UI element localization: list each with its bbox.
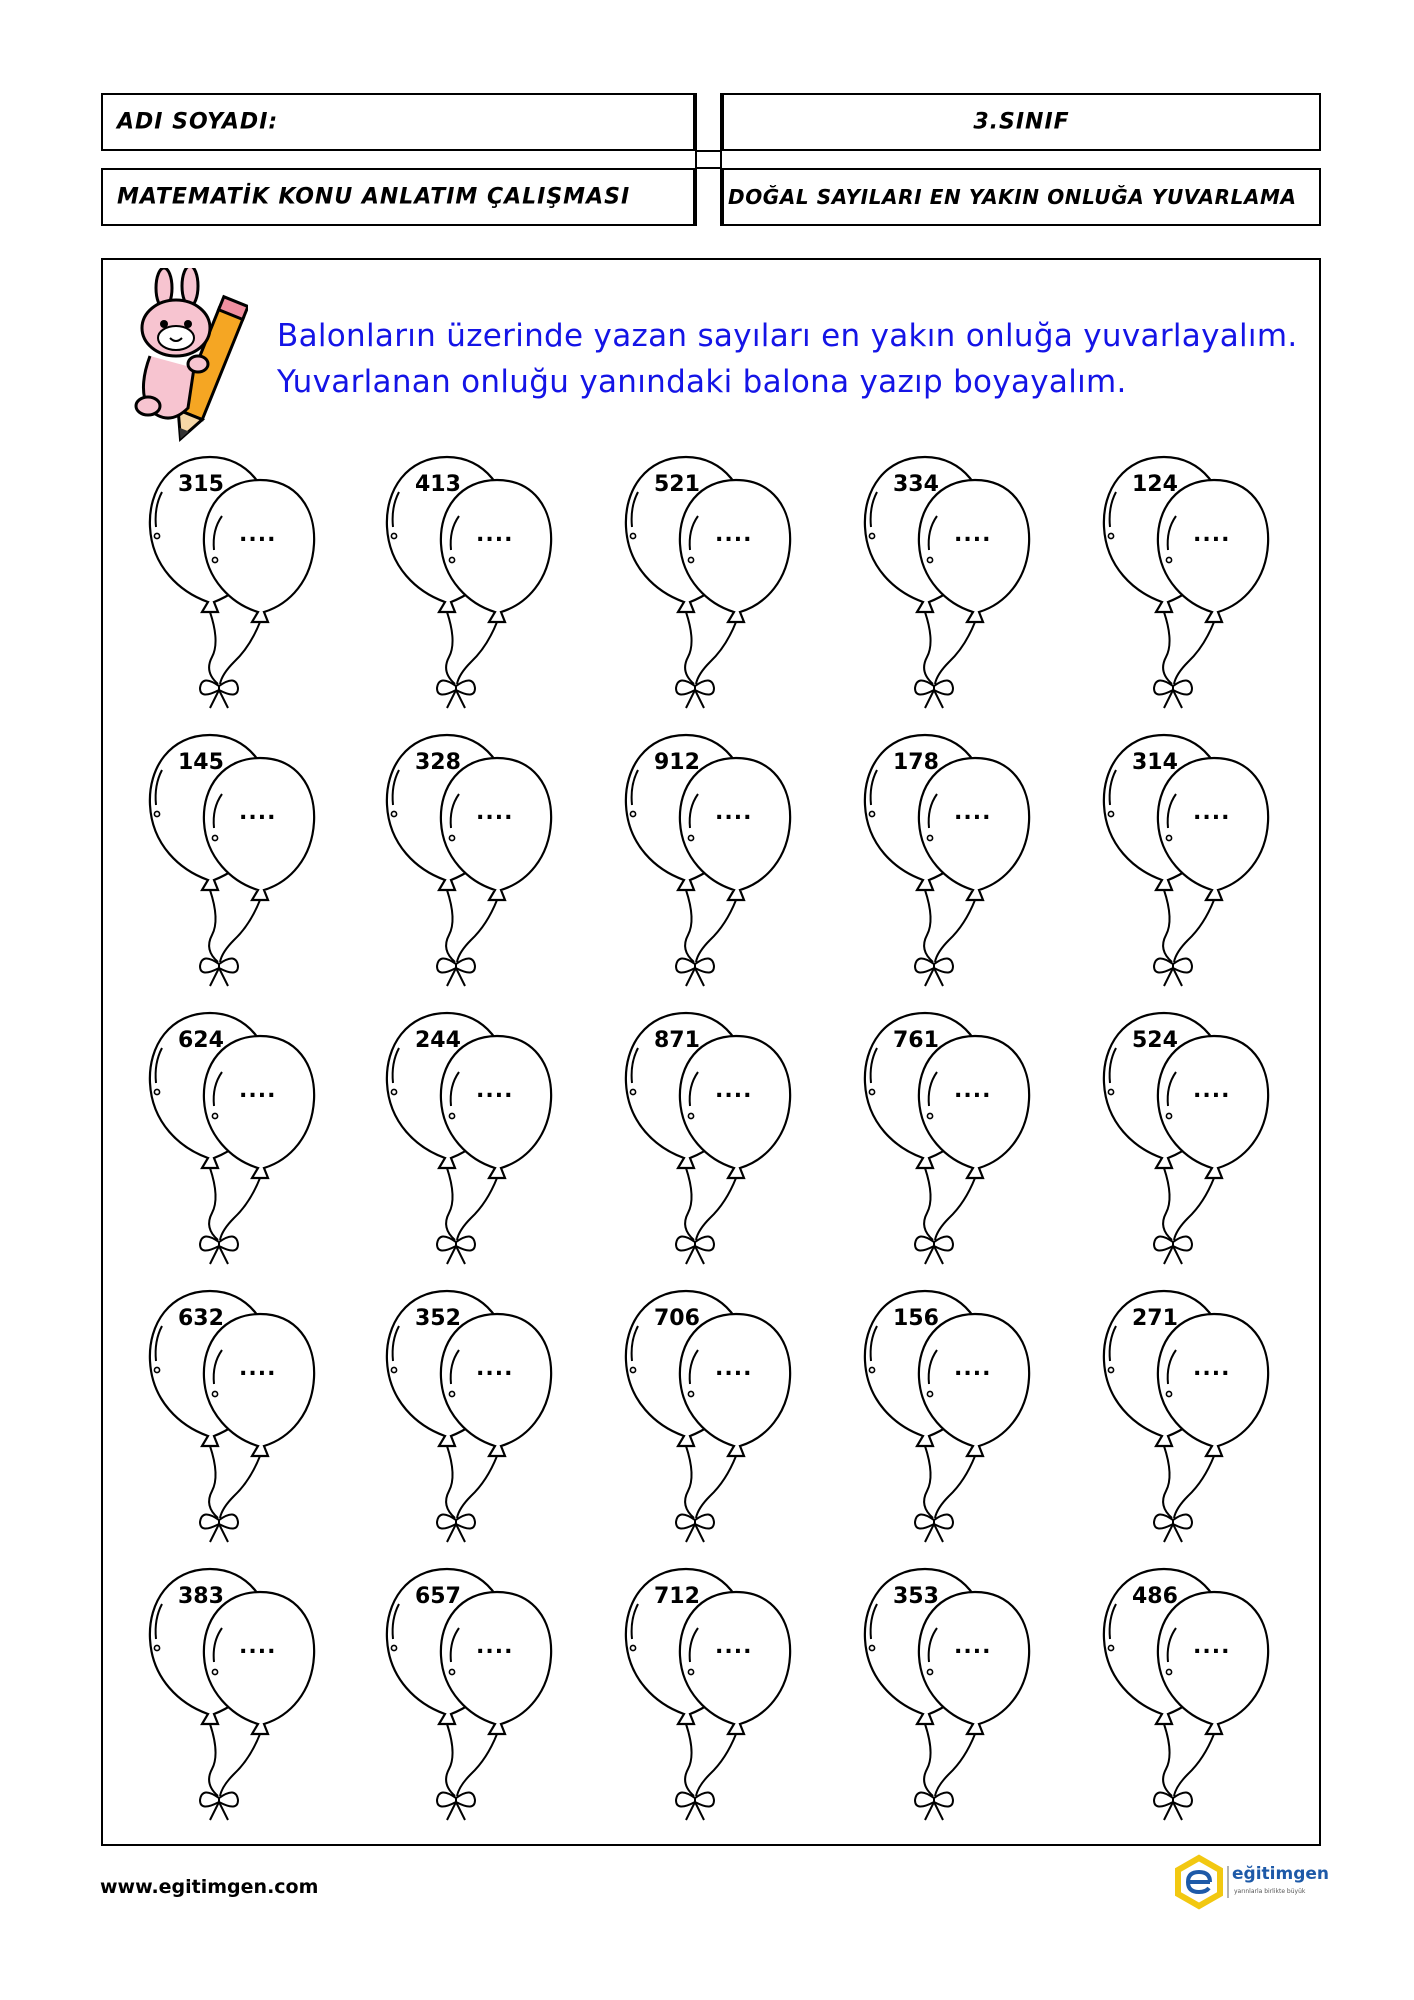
balloon-number: 315 [178, 472, 224, 497]
balloon-number: 334 [893, 472, 939, 497]
balloon-number: 486 [1132, 1584, 1178, 1609]
balloon-pair-icon [855, 1008, 1045, 1278]
answer-blank[interactable]: .... [1193, 1078, 1231, 1103]
balloon-pair-icon [140, 1564, 330, 1834]
balloon-item [1094, 452, 1284, 722]
logo-tagline: yarınlarla birlikte büyük [1234, 1888, 1306, 1895]
instruction-line-2: Yuvarlanan onluğu yanındaki balona yazıp boyayalım. [277, 364, 1127, 400]
balloon-pair-icon [377, 730, 567, 1000]
balloon-item [616, 1008, 806, 1278]
balloon-pair-icon [1094, 1008, 1284, 1278]
answer-blank[interactable]: .... [1193, 1356, 1231, 1381]
balloon-pair-icon [377, 1008, 567, 1278]
answer-blank[interactable]: .... [239, 800, 277, 825]
answer-blank[interactable]: .... [239, 522, 277, 547]
balloon-pair-icon [616, 1286, 806, 1556]
balloon-pair-icon [855, 452, 1045, 722]
balloon-item [140, 452, 330, 722]
balloon-pair-icon [855, 1286, 1045, 1556]
balloon-number: 156 [893, 1306, 939, 1331]
balloon-number: 244 [415, 1028, 461, 1053]
answer-blank[interactable]: .... [476, 1634, 514, 1659]
name-label: ADI SOYADI: [117, 109, 279, 135]
balloon-number: 524 [1132, 1028, 1178, 1053]
balloon-item [140, 1286, 330, 1556]
balloon-item [1094, 1564, 1284, 1834]
answer-blank[interactable]: .... [239, 1634, 277, 1659]
balloon-item [140, 730, 330, 1000]
balloon-item [1094, 730, 1284, 1000]
subject-label: MATEMATİK KONU ANLATIM ÇALIŞMASI [117, 184, 631, 210]
balloon-item [140, 1564, 330, 1834]
balloon-pair-icon [140, 1286, 330, 1556]
balloon-item [377, 452, 567, 722]
balloon-pair-icon [1094, 1286, 1284, 1556]
balloon-pair-icon [377, 1286, 567, 1556]
balloon-number: 124 [1132, 472, 1178, 497]
header-divider-bar [695, 150, 722, 169]
answer-blank[interactable]: .... [1193, 522, 1231, 547]
footer-url[interactable]: www.egitimgen.com [100, 1876, 319, 1898]
balloon-pair-icon [377, 1564, 567, 1834]
answer-blank[interactable]: .... [715, 800, 753, 825]
balloon-number: 352 [415, 1306, 461, 1331]
balloon-number: 871 [654, 1028, 700, 1053]
grade-box [722, 93, 1321, 151]
answer-blank[interactable]: .... [954, 1078, 992, 1103]
balloon-number: 328 [415, 750, 461, 775]
balloon-pair-icon [140, 730, 330, 1000]
balloon-pair-icon [140, 452, 330, 722]
balloon-item [616, 1286, 806, 1556]
balloon-pair-icon [855, 1564, 1045, 1834]
answer-blank[interactable]: .... [715, 1078, 753, 1103]
balloon-number: 314 [1132, 750, 1178, 775]
balloon-number: 353 [893, 1584, 939, 1609]
answer-blank[interactable]: .... [239, 1356, 277, 1381]
balloon-pair-icon [1094, 452, 1284, 722]
balloon-item [377, 1564, 567, 1834]
instruction-line-1: Balonların üzerinde yazan sayıları en yakın onluğa yuvarlayalım. [277, 318, 1298, 354]
answer-blank[interactable]: .... [476, 522, 514, 547]
egitimgen-logo [1172, 1852, 1332, 1912]
balloon-number: 632 [178, 1306, 224, 1331]
topic-box [722, 168, 1321, 226]
answer-blank[interactable]: .... [1193, 1634, 1231, 1659]
balloon-number: 383 [178, 1584, 224, 1609]
balloon-item [1094, 1008, 1284, 1278]
balloon-item [616, 452, 806, 722]
balloon-pair-icon [855, 730, 1045, 1000]
topic-label: DOĞAL SAYILARI EN YAKIN ONLUĞA YUVARLAMA [728, 185, 1297, 209]
bunny-with-pencil-icon [128, 268, 248, 454]
balloon-pair-icon [1094, 1564, 1284, 1834]
balloon-number: 912 [654, 750, 700, 775]
balloon-item [377, 1286, 567, 1556]
balloon-number: 706 [654, 1306, 700, 1331]
balloon-number: 521 [654, 472, 700, 497]
balloon-number: 712 [654, 1584, 700, 1609]
balloon-pair-icon [616, 730, 806, 1000]
name-box[interactable] [101, 93, 695, 151]
balloon-item [855, 1286, 1045, 1556]
balloon-pair-icon [1094, 730, 1284, 1000]
balloon-pair-icon [616, 1564, 806, 1834]
balloon-item [855, 730, 1045, 1000]
balloon-item [616, 1564, 806, 1834]
balloon-item [855, 452, 1045, 722]
balloon-pair-icon [140, 1008, 330, 1278]
answer-blank[interactable]: .... [715, 1634, 753, 1659]
answer-blank[interactable]: .... [239, 1078, 277, 1103]
balloon-pair-icon [616, 452, 806, 722]
balloon-number: 413 [415, 472, 461, 497]
balloon-pair-icon [377, 452, 567, 722]
answer-blank[interactable]: .... [715, 522, 753, 547]
balloon-item [855, 1564, 1045, 1834]
balloon-pair-icon [616, 1008, 806, 1278]
balloon-item [377, 1008, 567, 1278]
balloon-number: 761 [893, 1028, 939, 1053]
answer-blank[interactable]: .... [1193, 800, 1231, 825]
balloon-number: 145 [178, 750, 224, 775]
balloon-item [616, 730, 806, 1000]
balloon-number: 178 [893, 750, 939, 775]
balloon-number: 657 [415, 1584, 461, 1609]
balloon-item [377, 730, 567, 1000]
balloon-number: 624 [178, 1028, 224, 1053]
answer-blank[interactable]: .... [954, 1356, 992, 1381]
balloon-item [140, 1008, 330, 1278]
balloon-number: 271 [1132, 1306, 1178, 1331]
answer-blank[interactable]: .... [476, 1356, 514, 1381]
answer-blank[interactable]: .... [476, 800, 514, 825]
answer-blank[interactable]: .... [476, 1078, 514, 1103]
answer-blank[interactable]: .... [954, 1634, 992, 1659]
answer-blank[interactable]: .... [954, 522, 992, 547]
grade-label: 3.SINIF [973, 109, 1070, 135]
answer-blank[interactable]: .... [954, 800, 992, 825]
logo-text: eğitimgen [1232, 1864, 1329, 1884]
subject-box [101, 168, 695, 226]
balloon-item [855, 1008, 1045, 1278]
answer-blank[interactable]: .... [715, 1356, 753, 1381]
balloon-item [1094, 1286, 1284, 1556]
